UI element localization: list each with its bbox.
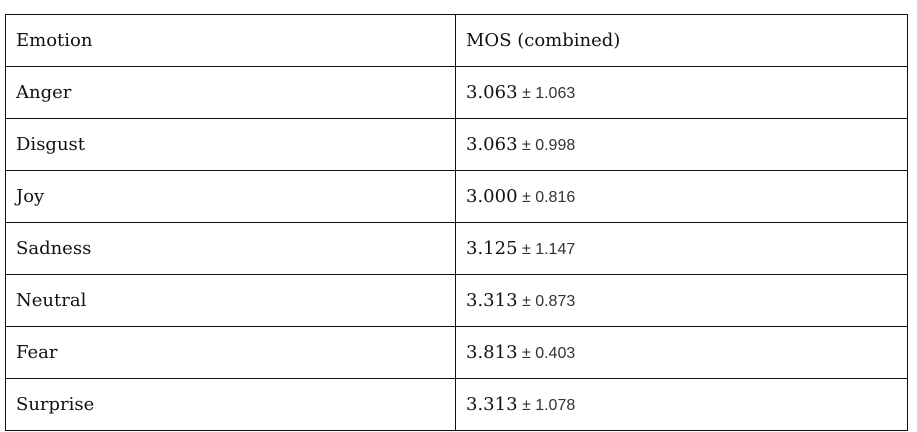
emotion-cell: Joy	[6, 171, 456, 223]
mos-sd: ± 0.816	[517, 188, 576, 206]
emotion-cell: Sadness	[6, 223, 456, 275]
mos-cell	[456, 275, 908, 327]
table-row	[6, 223, 908, 275]
header-mos: MOS (combined)	[456, 15, 908, 67]
mos-sd: ± 1.063	[517, 84, 576, 102]
table-row	[6, 379, 908, 431]
mos-mean: 3.063	[466, 81, 518, 103]
mos-cell	[456, 171, 908, 223]
mos-mean: 3.000	[466, 185, 518, 207]
emotion-cell: Neutral	[6, 275, 456, 327]
mos-cell	[456, 119, 908, 171]
emotion-cell: Fear	[6, 327, 456, 379]
mos-cell	[456, 223, 908, 275]
mos-sd: ± 0.403	[517, 344, 576, 362]
emotion-cell: Anger	[6, 67, 456, 119]
table-row	[6, 327, 908, 379]
mos-mean: 3.313	[466, 393, 518, 415]
mos-sd: ± 0.998	[517, 136, 576, 154]
mos-sd: ± 1.078	[517, 396, 576, 414]
mos-cell	[456, 67, 908, 119]
mos-cell	[456, 379, 908, 431]
mos-table	[5, 14, 908, 431]
mos-table-container	[5, 14, 908, 431]
mos-sd: ± 1.147	[517, 240, 576, 258]
table-header-row	[6, 15, 908, 67]
mos-mean: 3.313	[466, 289, 518, 311]
table-row	[6, 67, 908, 119]
mos-sd: ± 0.873	[517, 292, 576, 310]
mos-mean: 3.125	[466, 237, 518, 259]
table-row	[6, 171, 908, 223]
emotion-cell: Surprise	[6, 379, 456, 431]
mos-mean: 3.813	[466, 341, 518, 363]
mos-mean: 3.063	[466, 133, 518, 155]
table-row	[6, 275, 908, 327]
table-row	[6, 119, 908, 171]
header-emotion: Emotion	[6, 15, 456, 67]
emotion-cell: Disgust	[6, 119, 456, 171]
mos-cell	[456, 327, 908, 379]
